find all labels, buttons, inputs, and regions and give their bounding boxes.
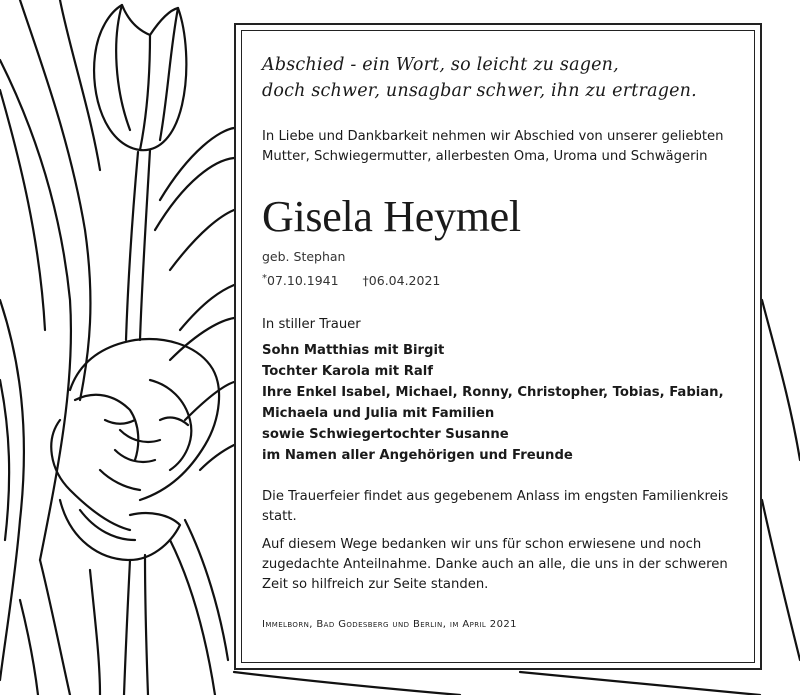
funeral-line-2: statt. — [262, 509, 297, 524]
intro-line-2: Mutter, Schwiegermutter, allerbesten Oma, Uroma und Schwägerin — [262, 149, 708, 164]
maiden-name: geb. Stephan — [262, 249, 346, 264]
mourners-heading: In stiller Trauer — [262, 317, 361, 332]
mourner-line: Sohn Matthias mit Birgit — [262, 343, 445, 358]
obituary-notice — [234, 23, 762, 670]
thanks-line-1: Auf diesem Wege bedanken wir uns für schon erwiesene und noch — [262, 537, 702, 552]
intro-line-1: In Liebe und Dankbarkeit nehmen wir Abschied von unserer geliebten — [262, 129, 724, 144]
birth-date: 07.10.1941 — [267, 273, 339, 288]
mourner-line: Tochter Karola mit Ralf — [262, 364, 434, 379]
mourner-line: Ihre Enkel Isabel, Michael, Ronny, Christopher, Tobias, Fabian, — [262, 385, 724, 400]
mourner-line: im Namen aller Angehörigen und Freunde — [262, 448, 573, 463]
motto-line-1: Abschied - ein Wort, so leicht zu sagen, — [262, 55, 619, 75]
funeral-line-1: Die Trauerfeier findet aus gegebenem Anlass im engsten Familienkreis — [262, 489, 729, 504]
death-date: 06.04.2021 — [368, 273, 441, 288]
place-date: Immelborn, Bad Godesberg und Berlin, im April 2021 — [262, 619, 517, 630]
thanks-line-3: Zeit so hilfreich zur Seite standen. — [262, 577, 489, 592]
death-symbol: † — [362, 273, 369, 288]
birth-symbol: * — [262, 273, 267, 284]
mourner-line: Michaela und Julia mit Familien — [262, 406, 495, 421]
mourner-line: sowie Schwiegertochter Susanne — [262, 427, 509, 442]
motto-line-2: doch schwer, unsagbar schwer, ihn zu ertragen. — [262, 81, 697, 101]
thanks-line-2: zugedachte Anteilnahme. Danke auch an alle, die uns in der schweren — [262, 557, 728, 572]
life-dates — [262, 273, 440, 288]
deceased-name: Gisela Heymel — [262, 192, 521, 241]
